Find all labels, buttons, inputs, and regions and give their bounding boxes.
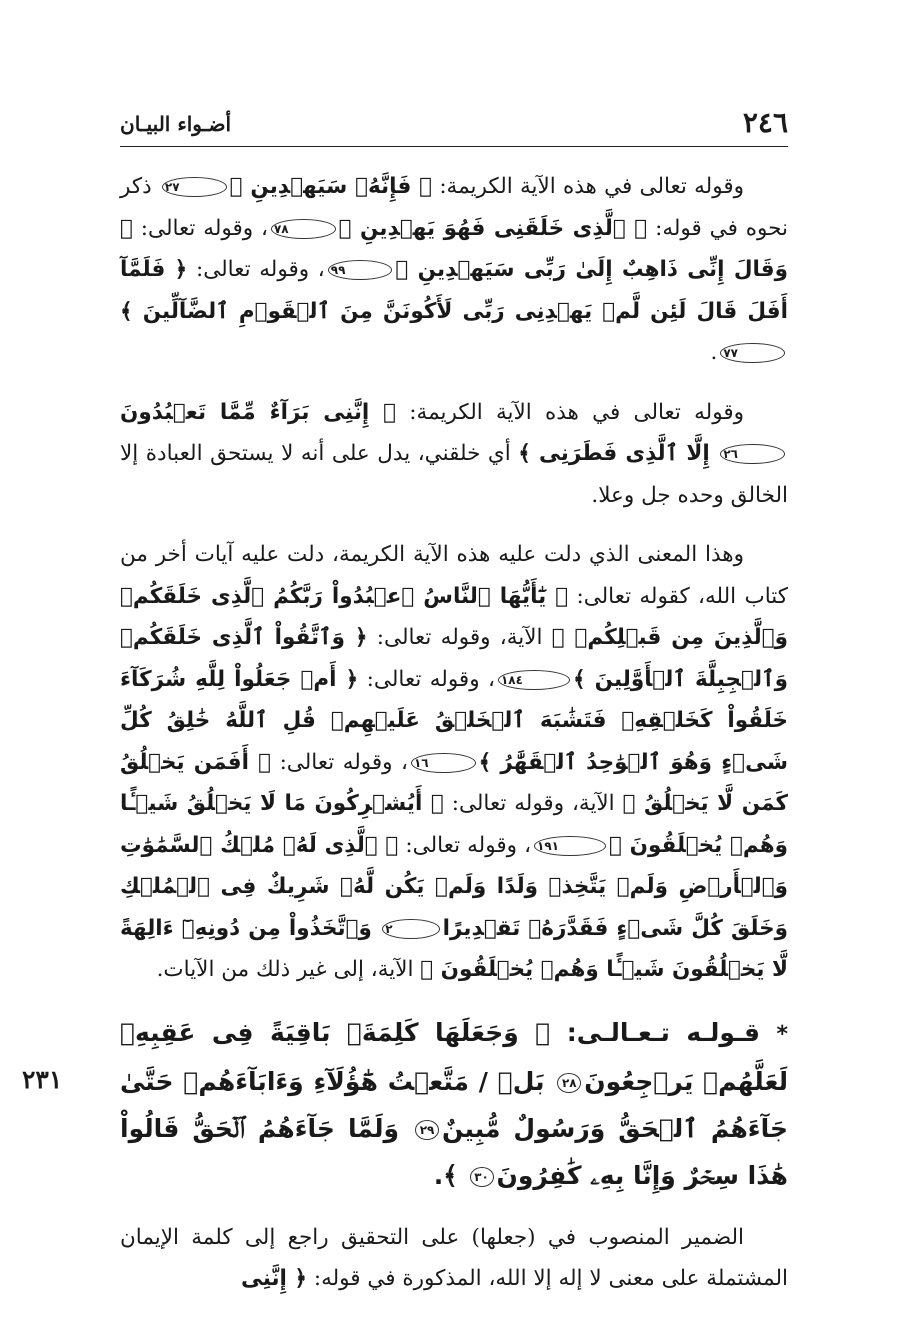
quran-verse: ﴿ وَقَالَ إِنِّى ذَاهِبٌ إِلَىٰ رَبِّى سَيَهۡدِينِ ﴾ [120,215,788,282]
text: ذكر نحوه في قوله: [120,174,788,241]
quran-verse: ﴿ فَلَمَّآ أَفَلَ قَالَ لَئِن لَّمۡ يَهۡدِنِى رَبِّى لَأَكُونَنَّ مِنَ ٱلۡقَوۡمِ ٱلضَّآلِّينَ ﴾ [120,257,788,324]
text: الآية، إلى غير ذلك من الآيات. [156,957,421,982]
quran-verse: ﴿ أَيُشۡرِكُونَ مَا لَا يَخۡلُقُ شَيۡـًٔا وَهُمۡ يُخۡلَقُونَ ﴾ [120,791,788,858]
quran-verse: بَلۡ / مَتَّعۡتُ هَٰٓؤُلَآءِ وَءَابَآءَهُمۡ حَتَّىٰ جَآءَهُمُ ٱلۡحَقُّ وَرَسُولٌ مُّبِينٌ [120,1066,788,1143]
quran-verse: ﴿ ٱلَّذِى خَلَقَنِى فَهُوَ يَهۡدِينِ ﴾ [338,215,648,241]
quran-verse: ﴿ إِنَّنِى بَرَآءٌ مِّمَّا تَعۡبُدُونَ [120,399,397,425]
verse-number-marker: ١٦ [411,753,476,773]
quran-verse: ﴿ وَجَعَلَهَا كَلِمَةَۢ بَاقِيَةً فِى عَقِبِهِۦ لَعَلَّهُمۡ يَرۡجِعُونَ [120,1017,788,1096]
verse-number-marker: ٧٨ [271,219,336,239]
verse-number-marker: ١٩١ [534,836,606,856]
quran-verse: ﴿ أَفَمَن يَخۡلُقُ كَمَن لَّا يَخۡلُقُ ﴾ [120,749,788,816]
text: الآية، وقوله تعالى: [443,791,623,816]
page-body [22,166,788,1318]
text: الضمير المنصوب في (جعلها) على التحقيق راجع إلى كلمة الإيمان المشتملة على معنى لا إله إلا الله، المذكورة في قوله: [120,1224,788,1291]
verse-heading [22,1009,788,1199]
text: ، وقوله تعالى: [271,749,408,775]
paragraph-1 [120,166,788,374]
verse-number-marker: ٩٩ [328,260,393,280]
verse-number-marker: ٢٦ [720,444,785,464]
page-number: ٢٤٦ [742,106,788,139]
quran-verse: ﴿ ٱلَّذِى لَهُۥ مُلۡكُ ٱلسَّمَٰوَٰتِ وَٱلۡأَرۡضِ وَلَمۡ يَتَّخِذۡ وَلَدًا وَلَمۡ يَكُن لَّهُۥ شَرِيكٌ فِى ٱلۡمُلۡكِ وَخَلَقَ كُلَّ شَىۡءٍ فَقَدَّرَهُۥ تَقۡدِيرًا [120,832,788,941]
text: ، وقوله تعالى: [187,257,325,282]
quran-verse: ﴿ أَمۡ جَعَلُواْ لِلَّهِ شُرَكَآءَ خَلَقُواْ كَخَلۡقِهِۦ فَتَشَٰبَهَ ٱلۡخَلۡقُ عَلَيۡهِمۡ قُلِ ٱللَّهُ خَٰلِقُ كُلِّ شَىۡءٍ وَهُوَ ٱلۡوَٰحِدُ ٱلۡقَهَّٰرُ ﴾ [120,666,788,775]
paragraph-3 [120,534,788,991]
quran-verse: وَٱتَّخَذُواْ مِن دُونِهِۦٓ ءَالِهَةً لَّا يَخۡلُقُونَ شَيۡـًٔا وَهُمۡ يُخۡلَقُونَ ﴾ [120,915,788,982]
heading-lead: قـولـه تـعـالـى: [550,1017,761,1047]
quran-verse: ﴿ فَإِنَّهُۥ سَيَهۡدِينِ ﴾ [229,174,433,199]
verse-number-marker: ٢٨ [557,1073,581,1093]
text: وهذا المعنى الذي دلت عليه هذه الآية الكريمة، دلت عليه آيات أخر من كتاب الله، كقوله تعالى: [120,542,788,609]
quran-verse: وَلَمَّا جَآءَهُمُ ٱلۡحَقُّ قَالُواْ هَٰذَا سِحۡرٌ وَإِنَّا بِهِۦ كَٰفِرُونَ [120,1113,788,1190]
paragraph-4 [120,1217,788,1300]
text: ، وقوله تعالى: [398,832,532,858]
text: . [710,340,718,365]
quran-verse: ﴿ إِنَّنِى [240,1266,307,1291]
quran-verse: ﴿ يَٰٓأَيُّهَا ٱلنَّاسُ ٱعۡبُدُواْ رَبَّكُمُ ٱلَّذِى خَلَقَكُمۡ وَٱلَّذِينَ مِن قَبۡلِكُمۡ ﴾ [120,583,788,650]
text: ، وقوله تعالى: [132,215,268,241]
text: ، وقوله تعالى: [358,666,495,692]
verse-number-marker: ٢٩ [415,1120,439,1140]
verse-number-marker: ٧٧ [720,343,785,363]
margin-number: ٢٣١ [22,1064,63,1094]
text: وقوله تعالى في هذه الآية الكريمة: [432,174,745,199]
verse-number-marker: ١٨٤ [498,670,570,690]
running-title: أضـواء البيـان [120,112,232,136]
quran-verse: إِلَّا ٱلَّذِى فَطَرَنِى ﴾ [518,441,710,466]
text: أي خلقني، يدل على أنه لا يستحق العبادة إلا الخالق وحده جل وعلا. [120,441,788,508]
closing-brace: ﴾. [433,1160,467,1190]
verse-number-marker: ٣٠ [470,1167,494,1187]
verse-number-marker: ٢ [382,919,439,939]
text: الآية، وقوله تعالى: [367,625,552,650]
text: وقوله تعالى في هذه الآية الكريمة: [396,399,744,425]
star-marker: * [776,1021,788,1047]
paragraph-2 [120,392,788,517]
verse-number-marker: ٢٧ [162,177,227,197]
page-header [120,100,788,147]
quran-verse: ﴿ وَٱتَّقُواْ ٱلَّذِى خَلَقَكُمۡ وَٱلۡجِبِلَّةَ ٱلۡأَوَّلِينَ ﴾ [120,625,788,692]
